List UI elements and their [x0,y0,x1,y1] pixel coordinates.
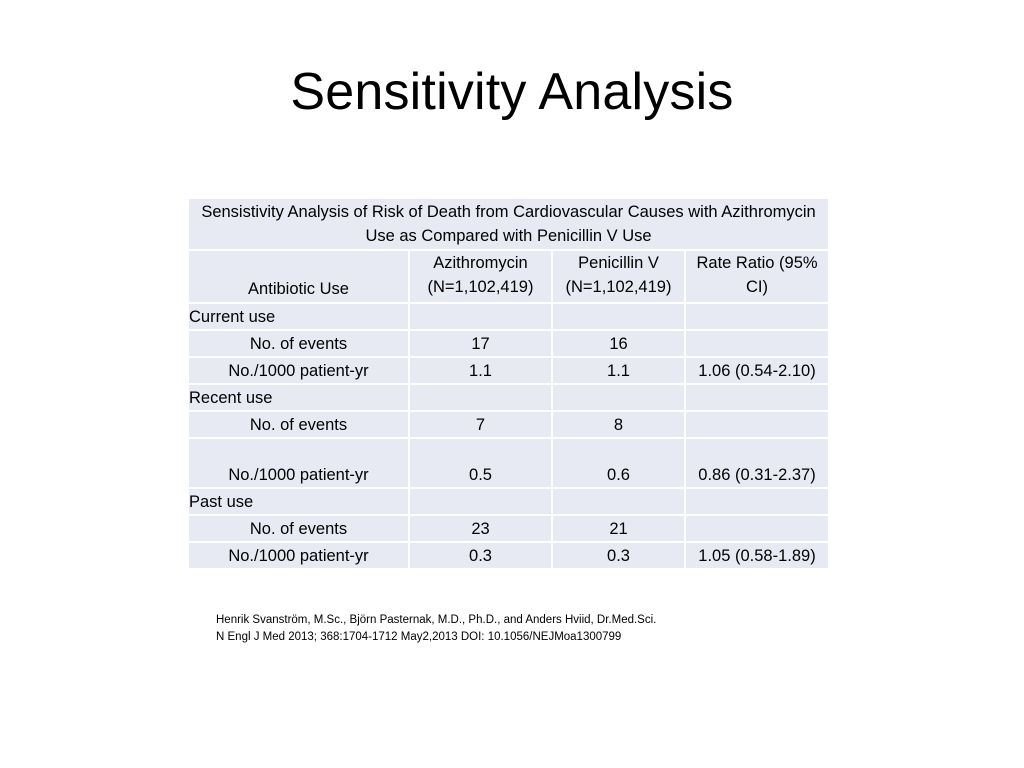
header-penicillin: Penicillin V (N=1,102,419) [553,251,684,302]
row-label: No. of events [189,331,408,356]
row-label: No./1000 patient-yr [189,543,408,568]
penicillin-value: 8 [553,412,684,437]
table-row [189,543,828,568]
table-caption-row [189,199,828,249]
row-label: No. of events [189,412,408,437]
citation-reference: N Engl J Med 2013; 368:1704-1712 May2,2013 DOI: 10.1056/NEJMoa1300799 [216,631,622,643]
citation-authors: Henrik Svanström, M.Sc., Björn Pasternak, M.D., Ph.D., and Anders Hviid, Dr.Med.Sci. [216,614,657,626]
header-azithromycin: Azithromycin (N=1,102,419) [410,251,551,302]
header-rate-ratio: Rate Ratio (95% CI) [686,251,828,302]
rate-ratio-value: 1.05 (0.58-1.89) [686,543,828,568]
penicillin-value: 0.3 [553,543,684,568]
penicillin-value: 0.6 [553,439,684,487]
section-label: Recent use [189,385,408,410]
row-label: No./1000 patient-yr [189,358,408,383]
penicillin-value: 1.1 [553,358,684,383]
azithromycin-value: 0.3 [410,543,551,568]
empty-cell [686,385,828,410]
penicillin-value: 16 [553,331,684,356]
penicillin-value: 21 [553,516,684,541]
empty-cell [553,385,684,410]
section-row [189,489,828,514]
section-row [189,304,828,329]
azithromycin-value: 1.1 [410,358,551,383]
citation [216,612,656,646]
table-row [189,439,828,487]
table-header-row [189,251,828,302]
header-antibiotic-use: Antibiotic Use [189,251,408,302]
rate-ratio-value: 0.86 (0.31-2.37) [686,439,828,487]
rate-ratio-value [686,331,828,356]
azithromycin-value: 17 [410,331,551,356]
section-label: Current use [189,304,408,329]
empty-cell [553,304,684,329]
empty-cell [410,304,551,329]
section-row [189,385,828,410]
rate-ratio-value [686,516,828,541]
slide-title: Sensitivity Analysis [290,63,734,121]
table-row [189,516,828,541]
azithromycin-value: 7 [410,412,551,437]
row-label: No./1000 patient-yr [189,439,408,487]
section-label: Past use [189,489,408,514]
table-row [189,331,828,356]
empty-cell [686,489,828,514]
empty-cell [553,489,684,514]
table-caption: Sensistivity Analysis of Risk of Death from Cardiovascular Causes with Azithromycin Use as Compared with Penicillin V Use [189,199,828,249]
rate-ratio-value [686,412,828,437]
azithromycin-value: 23 [410,516,551,541]
sensitivity-table [187,197,830,570]
empty-cell [410,489,551,514]
table-row [189,412,828,437]
empty-cell [686,304,828,329]
azithromycin-value: 0.5 [410,439,551,487]
row-label: No. of events [189,516,408,541]
empty-cell [410,385,551,410]
rate-ratio-value: 1.06 (0.54-2.10) [686,358,828,383]
table-row [189,358,828,383]
